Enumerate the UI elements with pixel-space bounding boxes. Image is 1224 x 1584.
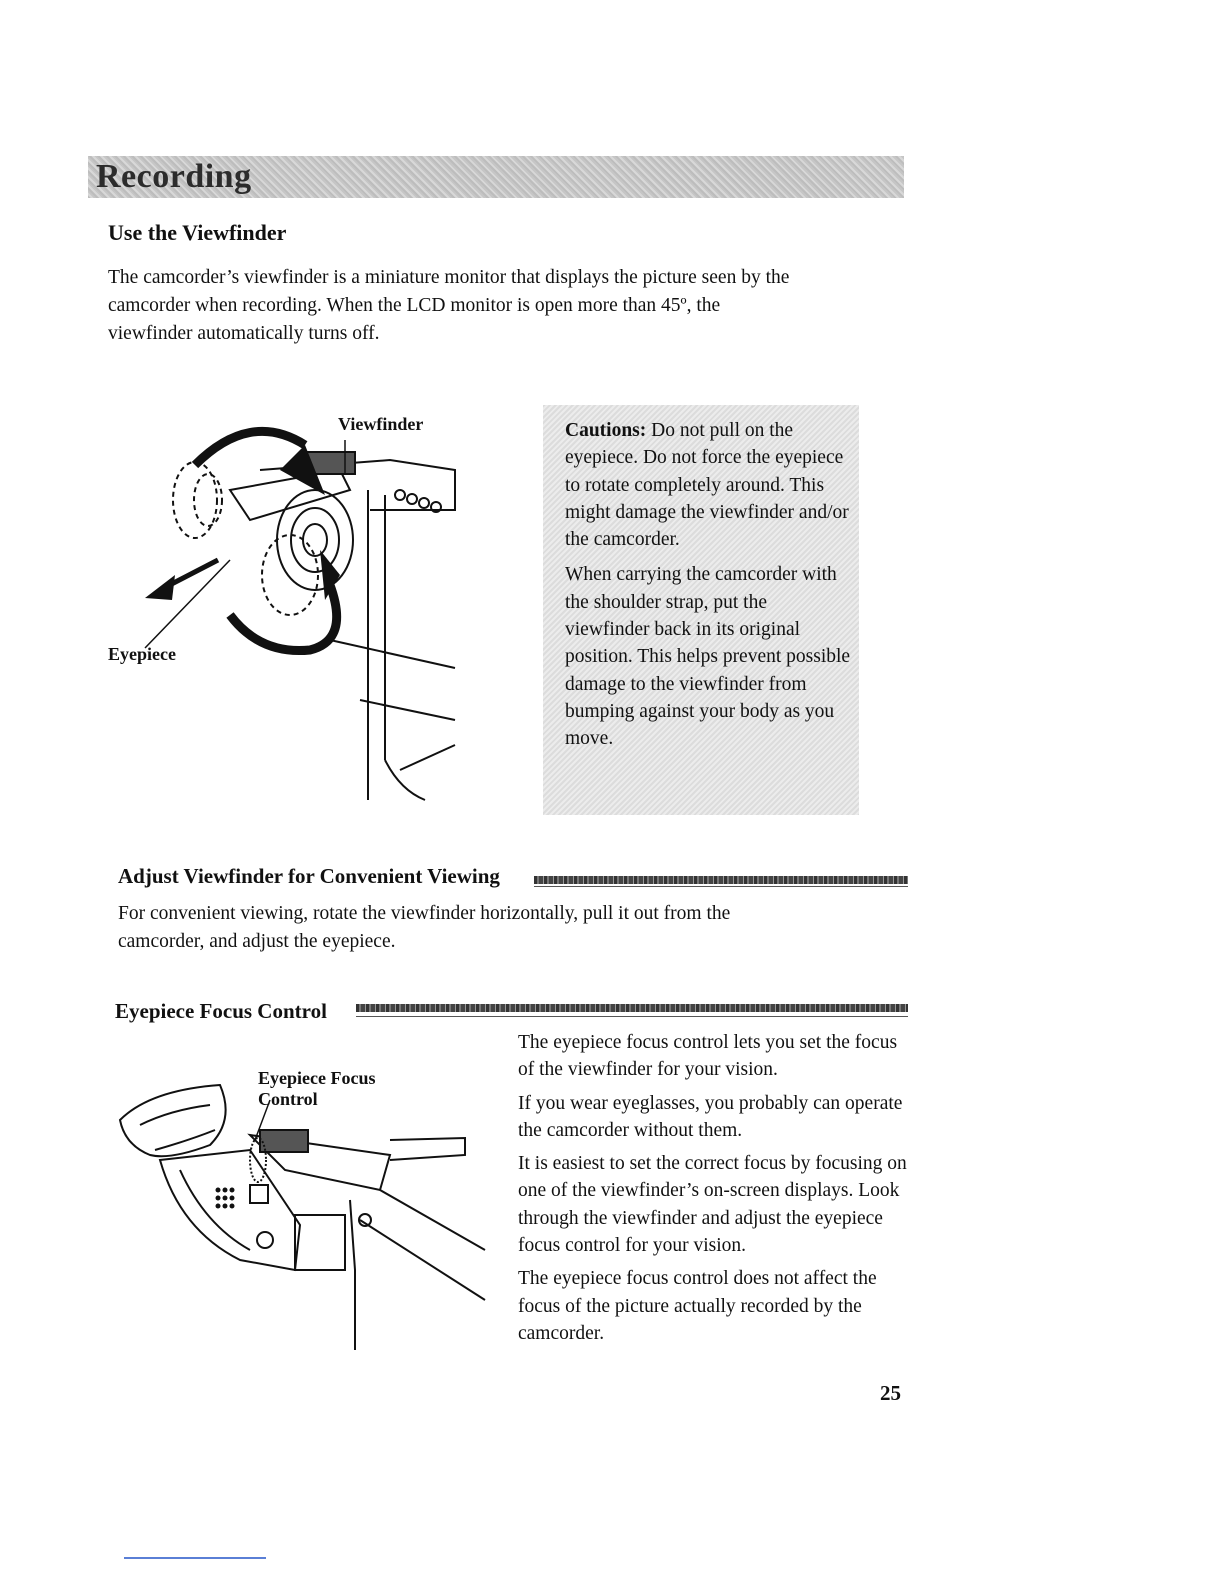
heading-rule-focus bbox=[356, 1004, 908, 1012]
intro-line-1: The camcorder’s viewfinder is a miniature monitor that displays the picture seen by the bbox=[108, 267, 790, 288]
focus-paragraph-2: If you wear eyeglasses, you probably can operate the camcorder without them. bbox=[518, 1092, 903, 1141]
focus-control-label-line-1: Eyepiece Focus bbox=[258, 1068, 376, 1088]
section-banner bbox=[88, 156, 904, 198]
heading-rule-adjust-thin bbox=[534, 886, 908, 887]
adjust-line-2: camcorder, and adjust the eyepiece. bbox=[118, 931, 396, 952]
heading-rule-adjust bbox=[534, 876, 908, 884]
intro-paragraph bbox=[108, 264, 908, 348]
focus-paragraph-3: It is easiest to set the correct focus by focusing on one of the viewfinder’s on-screen displays. Look through the viewfinder and adjust the eyepiece focus control for your vision. bbox=[518, 1153, 907, 1257]
caution-paragraph-1 bbox=[565, 417, 855, 553]
focus-paragraph-1: The eyepiece focus control lets you set the focus of the viewfinder for your vision. bbox=[518, 1032, 898, 1081]
caution-body-1: Do not pull on the eyepiece. Do not force the eyepiece to rotate completely around. This might damage the viewfinder and/or the camcorder. bbox=[565, 420, 849, 551]
heading-eyepiece-focus: Eyepiece Focus Control bbox=[115, 999, 327, 1023]
page-number: 25 bbox=[880, 1381, 901, 1405]
caution-box bbox=[543, 405, 859, 815]
focus-paragraph-4: The eyepiece focus control does not affect the focus of the picture actually recorded by the camcorder. bbox=[518, 1268, 877, 1344]
heading-rule-focus-thin bbox=[356, 1016, 908, 1017]
intro-line-3: viewfinder automatically turns off. bbox=[108, 323, 380, 344]
caution-lead: Cautions: bbox=[565, 420, 647, 441]
focus-control-label bbox=[258, 1068, 375, 1110]
caution-text bbox=[565, 417, 855, 761]
viewfinder-label: Viewfinder bbox=[338, 414, 424, 434]
adjust-line-1: For convenient viewing, rotate the viewfinder horizontally, pull it out from the bbox=[118, 903, 731, 924]
adjust-paragraph bbox=[118, 900, 908, 956]
eyepiece-label: Eyepiece bbox=[108, 644, 176, 664]
intro-line-2: camcorder when recording. When the LCD monitor is open more than 45º, the bbox=[108, 295, 721, 316]
focus-control-label-line-2: Control bbox=[258, 1089, 318, 1109]
heading-use-viewfinder: Use the Viewfinder bbox=[108, 220, 287, 245]
caution-paragraph-2: When carrying the camcorder with the shoulder strap, put the viewfinder back in its original position. This helps prevent possible damage to the viewfinder from bumping against your body as you move. bbox=[565, 564, 851, 750]
banner-title: Recording bbox=[96, 158, 252, 195]
footer-line bbox=[124, 1557, 266, 1559]
viewfinder-illustration bbox=[100, 400, 480, 800]
focus-description bbox=[518, 1029, 918, 1353]
heading-adjust-viewfinder: Adjust Viewfinder for Convenient Viewing bbox=[118, 864, 500, 888]
